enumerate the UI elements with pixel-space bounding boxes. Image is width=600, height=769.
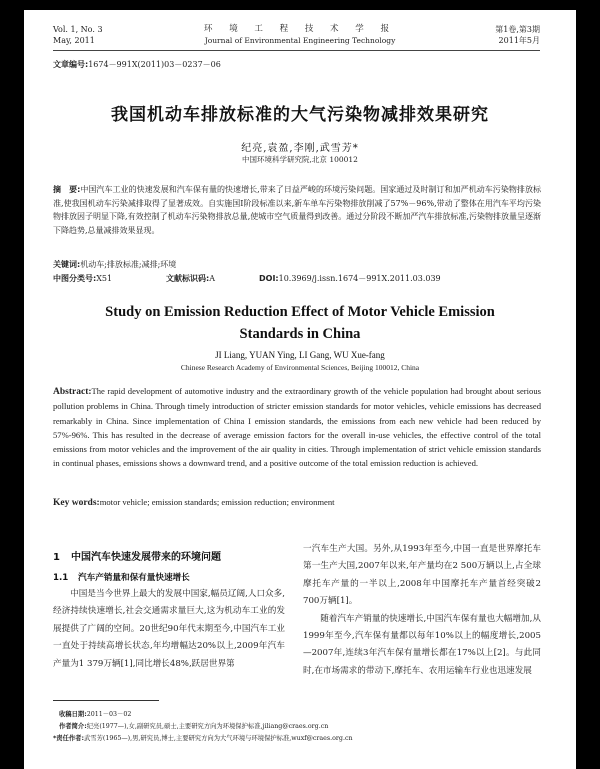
section-heading-1 bbox=[53, 548, 221, 563]
section-title: 中国汽车快速发展带来的环境问题 bbox=[71, 552, 221, 563]
keywords-cn-text: 机动车;排放标准;减排;环境 bbox=[80, 260, 177, 269]
paper-page bbox=[24, 10, 576, 769]
abstract-cn bbox=[53, 183, 541, 237]
affiliation-en: Chinese Research Academy of Environmental Sciences, Beijing 100012, China bbox=[180, 363, 420, 372]
authors-cn: 纪亮,袁盈,李刚,武雪芳* bbox=[241, 143, 359, 154]
journal-name-en: Journal of Environmental Engineering Technology bbox=[204, 36, 396, 45]
doi[interactable]: DOI:10.3969/j.issn.1674－991X.2011.03.039 bbox=[259, 274, 441, 283]
document-code: 文献标识码:A bbox=[166, 274, 215, 283]
header-date-cn: 2011年5月 bbox=[498, 36, 540, 45]
title-en-line2: Standards in China bbox=[239, 326, 361, 342]
authors-en: JI Liang, YUAN Ying, LI Gang, WU Xue-fang bbox=[215, 350, 385, 360]
body-column-left bbox=[53, 586, 285, 673]
footnote-author-bio: 作者简介:纪亮(1977—),女,副研究员,硕士,主要研究方向为环境保护标准,jiliang@craes.org.cn bbox=[59, 723, 329, 730]
article-number-label: 文章编号: bbox=[53, 60, 89, 69]
header-journal bbox=[24, 24, 576, 46]
title-en bbox=[24, 301, 576, 345]
header-volume-cn: 第1卷,第3期 bbox=[495, 25, 540, 34]
abstract-en-text: The rapid development of automotive industry and the extraordinary growth of the vehicle population had brought about serious pollution problems in China. Through timely introduction of stricter emission standards for motor vehicles, vehicle emissions has decreased remarkably in China. Since implementation of China I emission standards, the emissions from each new vehicle had been reduced by 57%-96%. This has resulted in the decrease of average emission factors for the overall in-use vehicles, the effective control of the total emissions from motor vehicles and the improvement of the air quality in cities. Through implementation of strict vehicle emission standards in continual phases, emissions shows a downward trend, and a positive outcome of the total emission reduction is achieved. bbox=[53, 386, 541, 469]
journal-name-cn: 环 境 工 程 技 术 学 报 bbox=[204, 24, 396, 34]
abstract-cn-text: 中国汽车工业的快速发展和汽车保有量的快速增长,带来了日益严峻的环境污染问题。国家通过及时制订和加严机动车污染物排放标准,使我国机动车污染减排取得了显著成效。自实施国Ⅰ阶段标准以来,新车单车污染物排放削减了57%－96%,带动了整体在用汽车平均污染物排放因子明显下降,有效控制了机动车污染物排放总量,使城市空气质量得到改善。通过分阶段不断加严汽车排放标准,污染物排放量呈逐渐下降趋势,总量减排效果显现。 bbox=[53, 185, 541, 235]
body-paragraph: 随着汽车产销量的快速增长,中国汽车保有量也大幅增加,从1999年至今,汽车保有量都以每年10%以上的幅度增长,2005—2007年,连续3年汽车保有量增长都在17%以上[2]。与此同时,在市场需求的带动下,摩托车、农用运输车行业也迅速发展 bbox=[303, 613, 541, 676]
affiliation-cn: 中国环境科学研究院,北京 100012 bbox=[242, 155, 358, 164]
footnote-corresponding-author: *责任作者:武雪芳(1965—),男,研究员,博士,主要研究方向为大气环境与环境保护标准,wuxf@craes.org.cn bbox=[53, 735, 353, 742]
header-volume: Vol. 1, No. 3 bbox=[53, 25, 103, 34]
title-en-line1: Study on Emission Reduction Effect of Motor Vehicle Emission bbox=[105, 304, 495, 320]
subsection-title: 汽车产销量和保有量快速增长 bbox=[78, 573, 190, 583]
header-rule bbox=[53, 50, 540, 51]
header-right bbox=[495, 24, 540, 46]
footnote-rule bbox=[53, 700, 159, 701]
clc-number: 中图分类号:X51 bbox=[53, 274, 113, 283]
keywords-cn-label: 关键词: bbox=[53, 260, 81, 269]
article-number-value: 1674－991X(2011)03－0237－06 bbox=[88, 60, 221, 69]
keywords-en-label: Key words: bbox=[53, 498, 100, 508]
footnote-received: 收稿日期:2011－03－02 bbox=[59, 711, 132, 718]
body-paragraph: 中国是当今世界上最大的发展中国家,幅员辽阔,人口众多,经济持续快速增长,社会交通需求量巨大,这为机动车工业的发展提供了广阔的空间。20世纪90年代末期至今,中国汽车工业一直处于持续高增长状态,年均增幅达20%以上,2009年汽车产量为1 379万辆[1],同比增长48%,跃居世界第 bbox=[53, 589, 285, 669]
section-number: 1 bbox=[53, 552, 60, 563]
body-paragraph: 一汽车生产大国。另外,从1993年至今,中国一直是世界摩托车第一生产大国,2007年以来,年产量均在2 500万辆以上,占全球摩托车产量的一半以上,2008年中国摩托车产量首经突破2 700万辆[1]。 bbox=[303, 544, 541, 607]
article-number bbox=[53, 59, 221, 70]
section-heading-1-1 bbox=[53, 571, 190, 583]
body-column-right bbox=[303, 541, 541, 680]
abstract-cn-label: 摘 要: bbox=[53, 185, 81, 194]
keywords-en bbox=[53, 497, 335, 508]
subsection-number: 1.1 bbox=[53, 573, 69, 583]
header-date: May, 2011 bbox=[53, 36, 95, 45]
classification-line bbox=[53, 273, 441, 284]
title-cn: 我国机动车排放标准的大气污染物减排效果研究 bbox=[111, 105, 489, 125]
abstract-en bbox=[53, 384, 541, 471]
abstract-en-label: Abstract: bbox=[53, 387, 92, 397]
keywords-cn bbox=[53, 259, 176, 270]
keywords-en-text: motor vehicle; emission standards; emission reduction; environment bbox=[99, 497, 335, 507]
